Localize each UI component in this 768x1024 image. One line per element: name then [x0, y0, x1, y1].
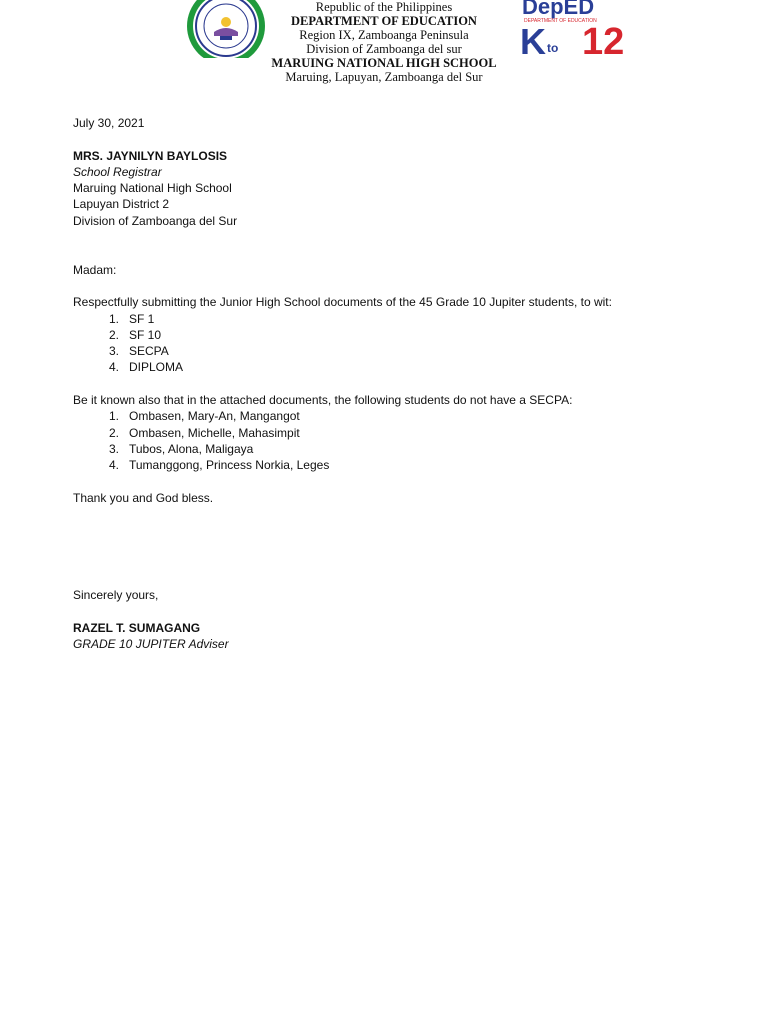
logo-deped-subtext: DEPARTMENT OF EDUCATION — [524, 18, 597, 24]
list-number: 2. — [108, 425, 119, 440]
list-number: 4. — [108, 360, 119, 375]
signer-title: GRADE 10 JUPITER Adviser — [73, 637, 229, 652]
list-text: Tubos, Alona, Maligaya — [129, 441, 254, 456]
logo-k-text: K — [520, 21, 546, 56]
list-number: 3. — [108, 344, 119, 359]
recipient-school: Maruing National High School — [73, 181, 232, 196]
signer-name: RAZEL T. SUMAGANG — [73, 620, 201, 635]
documents-list — [73, 311, 713, 376]
recipient-name: MRS. JAYNILYN BAYLOSIS — [73, 148, 228, 163]
list-number: 4. — [108, 458, 119, 473]
recipient-division: Division of Zamboanga del Sur — [73, 213, 238, 228]
list-text: SF 10 — [129, 327, 162, 342]
list-text: Ombasen, Mary-An, Mangangot — [129, 409, 300, 424]
students-list — [73, 408, 713, 473]
list-item — [73, 408, 713, 424]
list-text: SF 1 — [129, 311, 155, 326]
letter-date: July 30, 2021 — [73, 116, 145, 130]
list-text: DIPLOMA — [129, 360, 184, 375]
recipient-title: School Registrar — [73, 164, 162, 179]
header-region: Region IX, Zamboanga Peninsula — [299, 28, 469, 42]
header-republic: Republic of the Philippines — [315, 0, 453, 14]
list-number: 1. — [108, 311, 119, 326]
logo-deped-text: DepED — [522, 0, 595, 19]
recipient-district: Lapuyan District 2 — [73, 197, 170, 212]
letter-body — [73, 115, 713, 652]
header-department: DEPARTMENT OF EDUCATION — [291, 14, 477, 28]
deped-k12-logo-icon — [520, 0, 652, 56]
letterhead — [234, 0, 534, 84]
closing: Sincerely yours, — [73, 588, 159, 603]
list-number: 2. — [108, 327, 119, 342]
list-text: Ombasen, Michelle, Mahasimpit — [129, 425, 300, 440]
header-division: Division of Zamboanga del sur — [306, 42, 462, 56]
closing-thanks: Thank you and God bless. — [73, 490, 214, 505]
header-school-name: MARUING NATIONAL HIGH SCHOOL — [271, 56, 497, 70]
paragraph-documents: Respectfully submitting the Junior High School documents of the 45 Grade 10 Jupiter students, to wit: — [73, 295, 612, 310]
list-item — [73, 425, 713, 441]
logo-12-text: 12 — [582, 21, 625, 56]
logo-to-text: to — [547, 41, 559, 55]
list-item — [73, 311, 713, 327]
list-item — [73, 343, 713, 359]
header-address: Maruing, Lapuyan, Zamboanga del Sur — [285, 70, 483, 84]
paragraph-secpa: Be it known also that in the attached documents, the following students do not have a SECPA: — [73, 393, 573, 408]
list-item — [73, 441, 713, 457]
list-number: 1. — [108, 409, 119, 424]
list-text: Tumanggong, Princess Norkia, Leges — [129, 458, 330, 473]
list-item — [73, 457, 713, 473]
list-text: SECPA — [129, 344, 169, 359]
salutation: Madam: — [73, 262, 117, 277]
list-item — [73, 359, 713, 375]
list-number: 3. — [108, 441, 119, 456]
list-item — [73, 327, 713, 343]
